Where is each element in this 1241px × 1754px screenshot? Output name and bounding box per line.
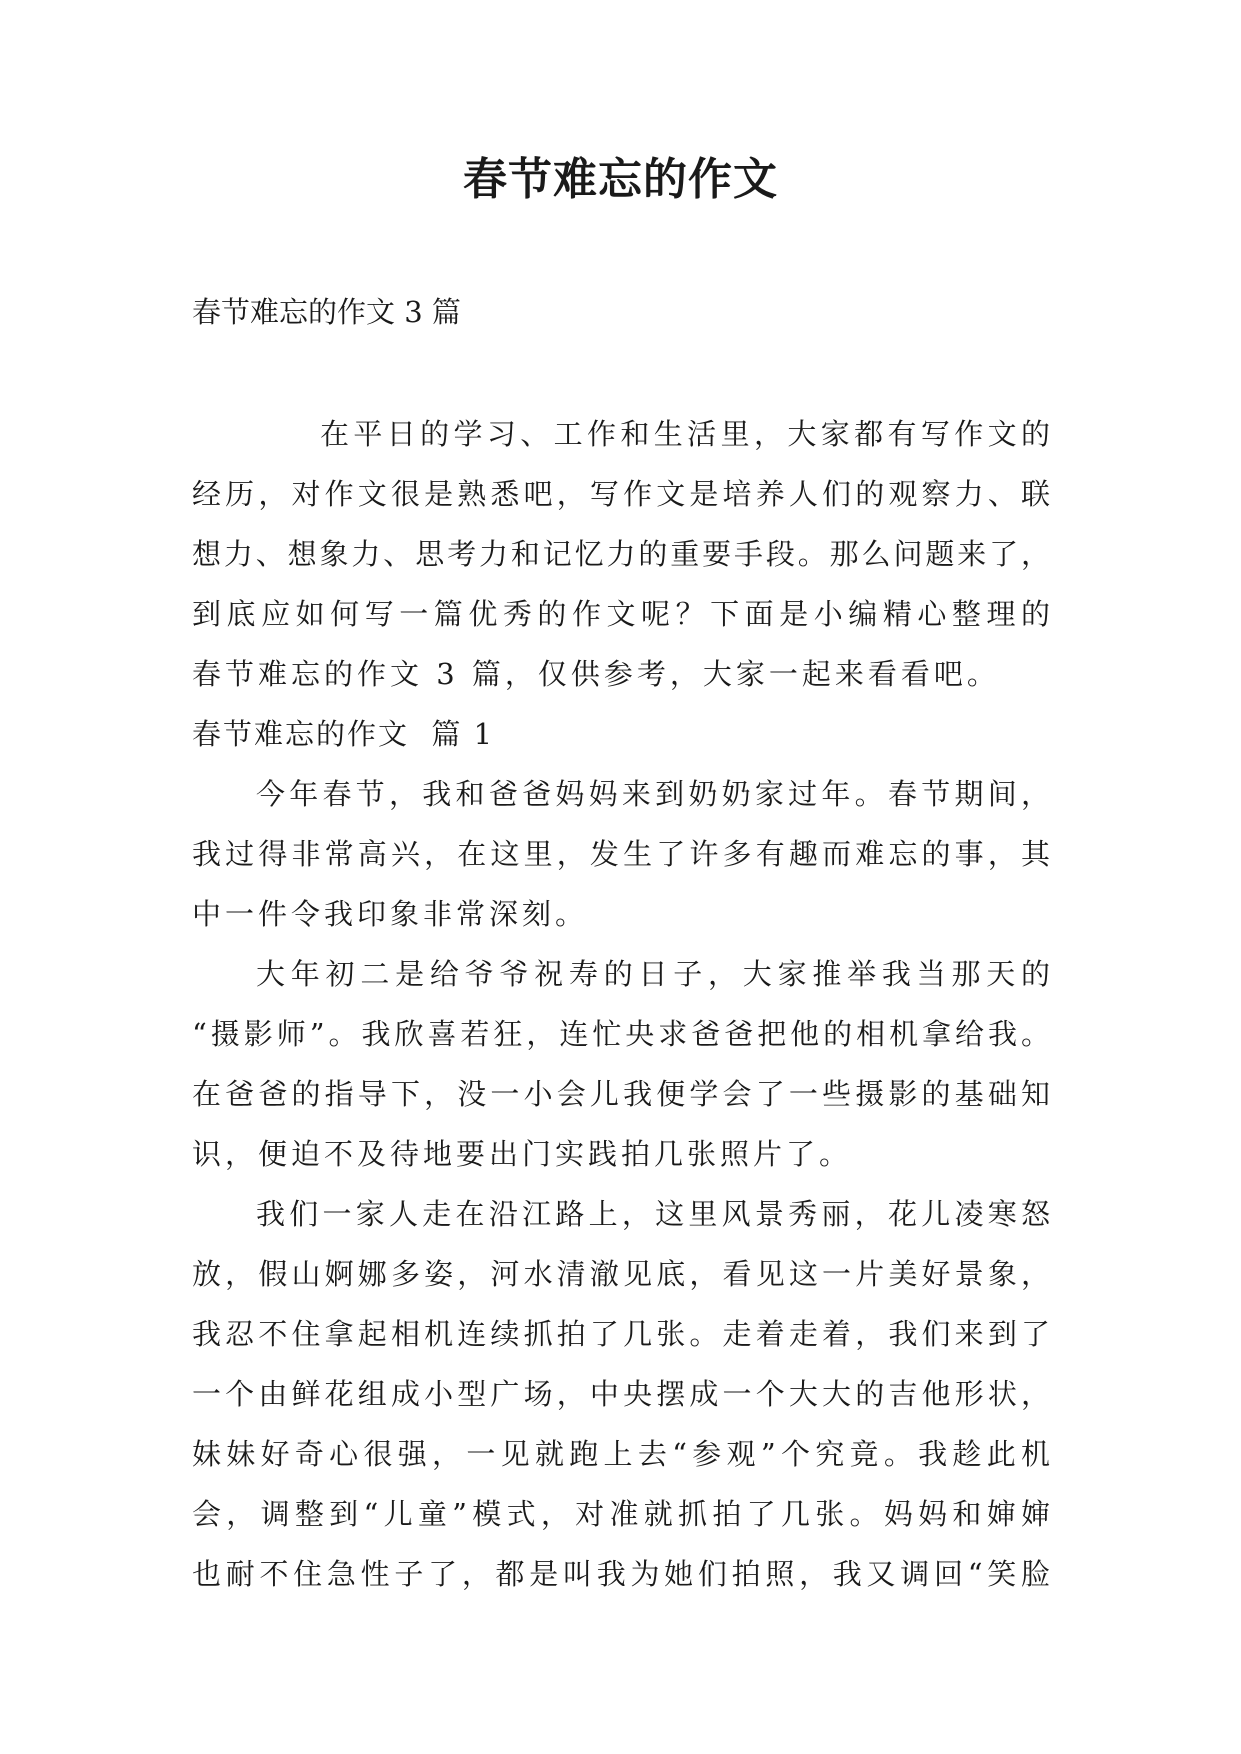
- paragraph-line: 我们一家人走在沿江路上，这里风景秀丽，花儿凌寒怒: [256, 1197, 1050, 1231]
- section-heading: 春节难忘的作文 篇 1: [192, 717, 495, 751]
- intro-line: 在平日的学习、工作和生活里，大家都有写作文的: [320, 417, 1050, 451]
- paragraph-line: “摄影师”。我欣喜若狂，连忙央求爸爸把他的相机拿给我。: [192, 1017, 1050, 1051]
- intro-line: 经历，对作文很是熟悉吧，写作文是培养人们的观察力、联: [192, 477, 1050, 511]
- paragraph-line: 会，调整到“儿童”模式，对准就抓拍了几张。妈妈和婶婶: [192, 1497, 1050, 1531]
- paragraph-line: 识，便迫不及待地要出门实践拍几张照片了。: [192, 1137, 853, 1171]
- paragraph-line: 我过得非常高兴，在这里，发生了许多有趣而难忘的事，其: [192, 837, 1050, 871]
- paragraph-line: 也耐不住急性子了，都是叫我为她们拍照，我又调回“笑脸: [192, 1557, 1050, 1591]
- document-title: 春节难忘的作文: [463, 154, 778, 205]
- paragraph-line: 一个由鲜花组成小型广场，中央摆成一个大大的吉他形状，: [192, 1377, 1050, 1411]
- intro-line: 想力、想象力、思考力和记忆力的重要手段。那么问题来了，: [192, 537, 1050, 571]
- document-body: [192, 404, 1050, 1604]
- paragraph-line: 今年春节，我和爸爸妈妈来到奶奶家过年。春节期间，: [256, 777, 1050, 811]
- paragraph-line: 妹妹好奇心很强，一见就跑上去“参观”个究竟。我趁此机: [192, 1437, 1050, 1471]
- paragraph-line: 大年初二是给爷爷祝寿的日子，大家推举我当那天的: [256, 957, 1050, 991]
- document-subtitle: 春节难忘的作文 3 篇: [192, 295, 461, 329]
- intro-line: 到底应如何写一篇优秀的作文呢？下面是小编精心整理的: [192, 597, 1050, 631]
- paragraph-line: 中一件令我印象非常深刻。: [192, 897, 589, 931]
- paragraph-line: 放，假山婀娜多姿，河水清澈见底，看见这一片美好景象，: [192, 1257, 1050, 1291]
- paragraph-line: 我忍不住拿起相机连续抓拍了几张。走着走着，我们来到了: [192, 1317, 1050, 1351]
- intro-line: 春节难忘的作文 3 篇，仅供参考，大家一起来看看吧。: [192, 657, 1000, 691]
- paragraph-line: 在爸爸的指导下，没一小会儿我便学会了一些摄影的基础知: [192, 1077, 1050, 1111]
